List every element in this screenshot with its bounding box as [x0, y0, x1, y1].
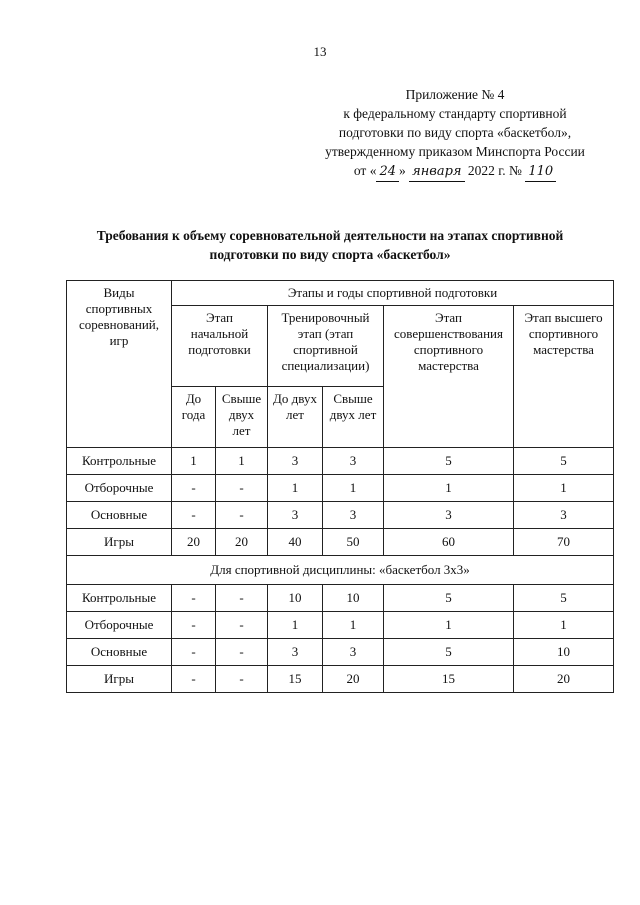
cell-value: -	[172, 475, 216, 502]
cell-value: 5	[384, 585, 514, 612]
cell-value: 10	[323, 585, 384, 612]
table-row	[67, 666, 614, 693]
cell-value: -	[172, 585, 216, 612]
sub-upto-year	[172, 387, 216, 448]
cell-value: 3	[323, 639, 384, 666]
stages-header: Этапы и годы спортивной подготовки	[172, 281, 614, 306]
appendix-line-2: к федеральному стандарту спортивной	[343, 106, 567, 121]
stage-improvement-l3: спортивного	[413, 342, 484, 357]
table-row	[67, 475, 614, 502]
stage-initial-header	[172, 306, 268, 387]
cell-value: -	[172, 502, 216, 529]
sub-over-two-b-l1: Свыше	[333, 391, 373, 406]
sub-upto-two-l1: До двух	[273, 391, 317, 406]
date-year: 2022 г. №	[467, 163, 522, 178]
sub-over-two-b-l2: двух лет	[329, 407, 377, 422]
stage-improvement-l1: Этап	[435, 310, 462, 325]
stage-initial-l1: Этап	[206, 310, 233, 325]
page-number: 13	[313, 44, 327, 59]
cell-value: -	[216, 502, 268, 529]
sub-over-two-a-l3: лет	[232, 423, 251, 438]
cell-value: 5	[384, 639, 514, 666]
cell-value: 3	[384, 502, 514, 529]
cell-value: 3	[268, 448, 323, 475]
cell-value: 3	[323, 448, 384, 475]
cell-value: 3	[514, 502, 614, 529]
cell-value: -	[172, 639, 216, 666]
cell-value: 60	[384, 529, 514, 556]
cell-value: -	[216, 475, 268, 502]
title-line-2: подготовки по виду спорта «баскетбол»	[209, 247, 451, 262]
discipline-row	[67, 556, 614, 585]
table-row	[67, 502, 614, 529]
appendix-date-line	[300, 161, 610, 182]
row-label: Отборочные	[67, 612, 172, 639]
date-prefix: от «	[353, 163, 377, 178]
cell-value: 1	[514, 612, 614, 639]
cell-value: 20	[172, 529, 216, 556]
cell-value: 3	[268, 502, 323, 529]
cell-value: -	[216, 585, 268, 612]
stage-higher-header	[514, 306, 614, 448]
date-day: 24	[376, 162, 399, 182]
cell-value: 20	[514, 666, 614, 693]
date-month: января	[409, 162, 464, 182]
cell-value: 1	[384, 475, 514, 502]
sub-over-two-a-l1: Свыше	[221, 391, 262, 406]
cell-value: 15	[268, 666, 323, 693]
stage-training-l1: Тренировочный	[281, 310, 370, 325]
document-title	[40, 226, 620, 264]
sub-over-two-years-initial	[216, 387, 268, 448]
cell-value: 1	[323, 612, 384, 639]
cell-value: 5	[384, 448, 514, 475]
cell-value: 70	[514, 529, 614, 556]
stage-training-l2: этап (этап	[297, 326, 354, 341]
table-row	[67, 612, 614, 639]
appendix-line-3: подготовки по виду спорта «баскетбол»,	[338, 125, 572, 140]
stage-initial-l3: подготовки	[188, 342, 251, 357]
stage-improvement-l2: совершенствования	[394, 326, 503, 341]
cell-value: 40	[268, 529, 323, 556]
row-label: Контрольные	[67, 448, 172, 475]
row-label: Отборочные	[67, 475, 172, 502]
title-line-1: Требования к объему соревновательной деятельности на этапах спортивной	[96, 228, 564, 243]
cell-value: 5	[514, 585, 614, 612]
table-row	[67, 585, 614, 612]
cell-value: -	[216, 639, 268, 666]
row-label: Основные	[67, 639, 172, 666]
cell-value: 20	[323, 666, 384, 693]
stage-initial-l2: начальной	[190, 326, 249, 341]
stage-higher-l3: мастерства	[533, 342, 594, 357]
sub-over-two-years-training	[323, 387, 384, 448]
sub-upto-year-l2: года	[181, 407, 206, 422]
cell-value: 20	[216, 529, 268, 556]
stage-higher-l1: Этап высшего	[524, 310, 603, 325]
table-row	[67, 448, 614, 475]
appendix-line-4: утвержденному приказом Минспорта России	[325, 144, 585, 159]
cell-value: 1	[268, 475, 323, 502]
table-row	[67, 639, 614, 666]
cell-value: -	[216, 666, 268, 693]
cell-value: -	[172, 612, 216, 639]
sub-upto-two-years	[268, 387, 323, 448]
cell-value: 1	[323, 475, 384, 502]
order-number: 110	[525, 162, 556, 182]
stage-training-l3: спортивной	[293, 342, 358, 357]
cell-value: -	[216, 612, 268, 639]
cell-value: 3	[268, 639, 323, 666]
table-row	[67, 529, 614, 556]
sub-upto-year-l1: До	[185, 391, 202, 406]
appendix-line-1: Приложение № 4	[405, 87, 505, 102]
cell-value: 5	[514, 448, 614, 475]
cell-value: 1	[172, 448, 216, 475]
stage-training-header	[268, 306, 384, 387]
row-label: Игры	[67, 529, 172, 556]
cell-value: 15	[384, 666, 514, 693]
row-label: Контрольные	[67, 585, 172, 612]
cell-value: 1	[384, 612, 514, 639]
col-header-kind	[67, 281, 172, 448]
sub-over-two-a-l2: двух	[228, 407, 255, 422]
cell-value: -	[172, 666, 216, 693]
cell-value: 3	[323, 502, 384, 529]
stage-improvement-l4: мастерства	[418, 358, 479, 373]
stage-higher-l2: спортивного	[528, 326, 599, 341]
cell-value: 1	[514, 475, 614, 502]
stage-training-l4: специализации)	[281, 358, 370, 373]
discipline-label: Для спортивной дисциплины: «баскетбол 3x3»	[67, 556, 614, 585]
cell-value: 50	[323, 529, 384, 556]
col-header-kind-l2: спортивных	[85, 301, 153, 316]
row-label: Игры	[67, 666, 172, 693]
cell-value: 10	[268, 585, 323, 612]
row-label: Основные	[67, 502, 172, 529]
col-header-kind-l3: соревнований,	[79, 317, 159, 332]
col-header-kind-l4: игр	[109, 333, 129, 348]
appendix-block	[300, 85, 610, 182]
requirements-table	[66, 280, 614, 693]
cell-value: 10	[514, 639, 614, 666]
cell-value: 1	[268, 612, 323, 639]
sub-upto-two-l2: лет	[286, 407, 304, 422]
stage-improvement-header	[384, 306, 514, 448]
cell-value: 1	[216, 448, 268, 475]
date-mid: »	[399, 163, 406, 178]
header-row-1	[67, 281, 614, 306]
col-header-kind-l1: Виды	[103, 285, 135, 300]
